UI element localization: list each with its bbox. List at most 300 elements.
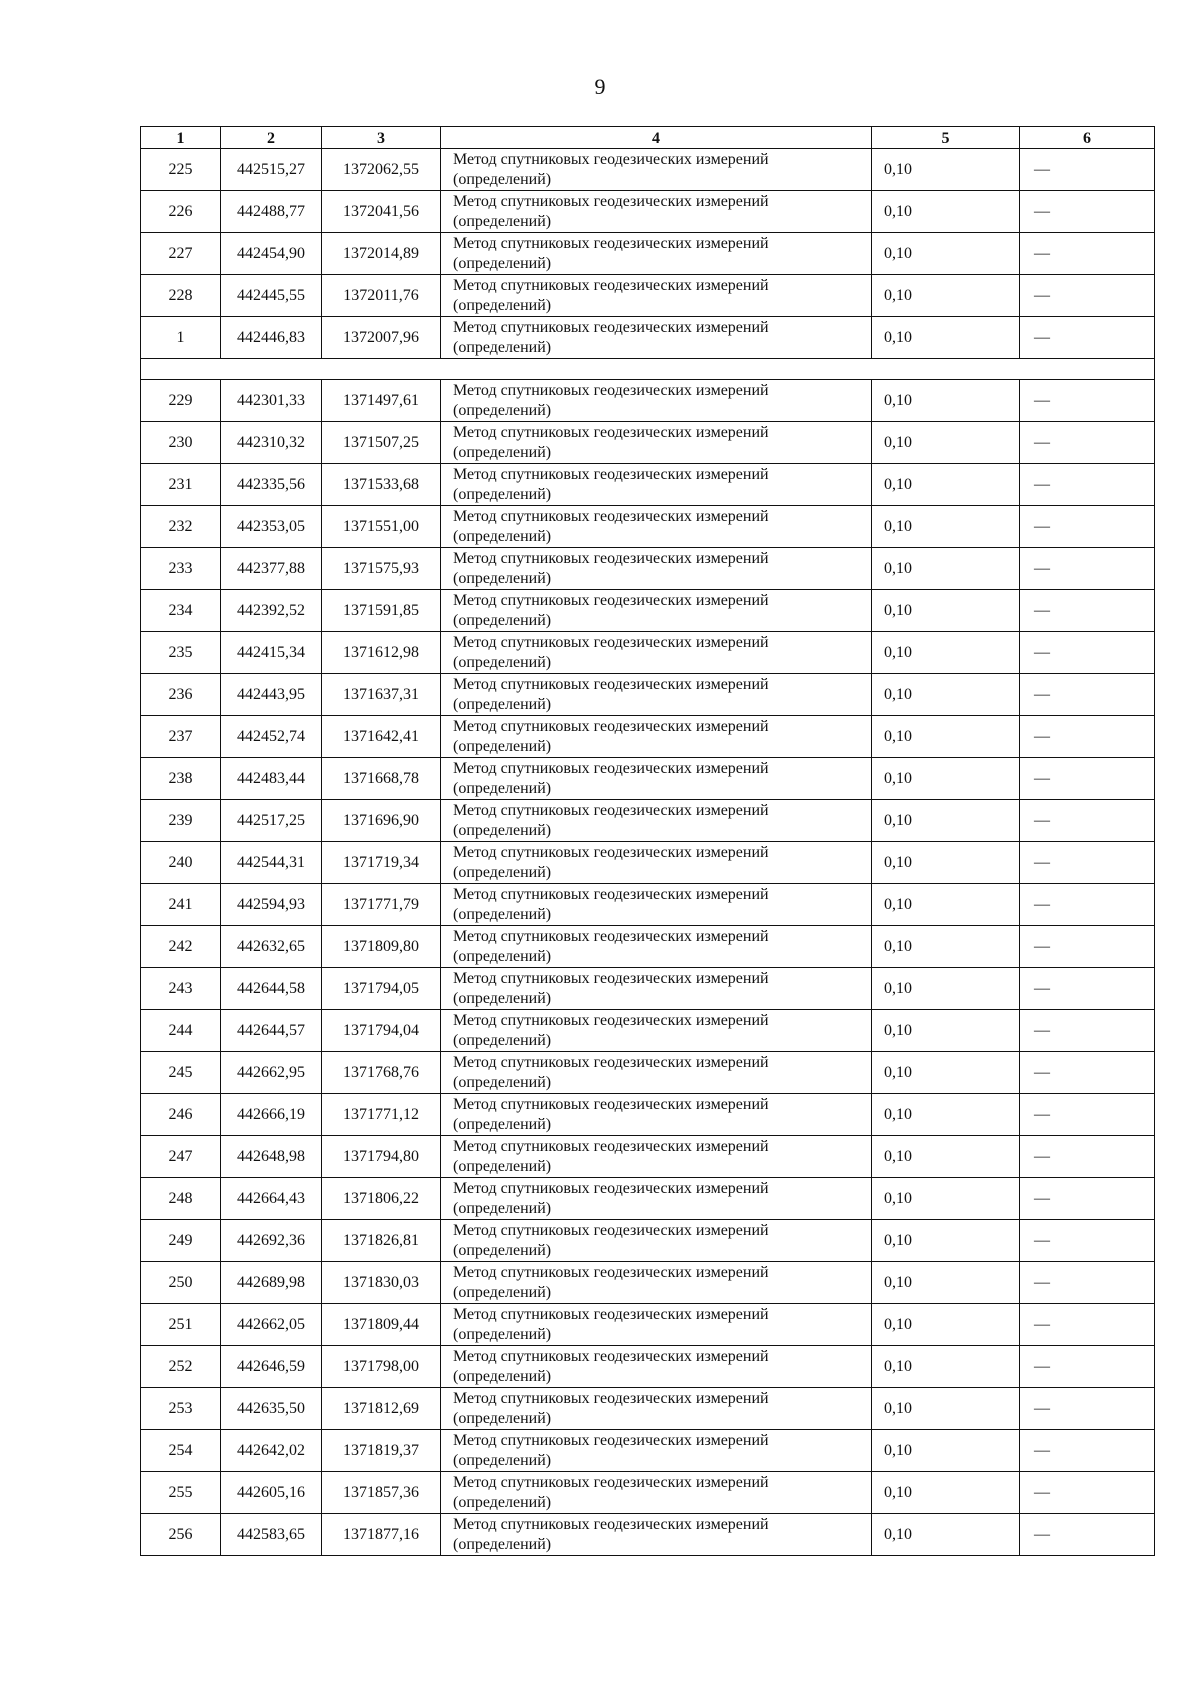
method-text-line2: (определений) (453, 821, 552, 839)
accuracy-cell: 0,10 (872, 1304, 1020, 1346)
method-text-line2: (определений) (453, 254, 552, 272)
coordinate-y-cell: 1371798,00 (322, 1346, 441, 1388)
table-row (141, 1178, 1155, 1220)
coordinate-y-cell: 1371771,12 (322, 1094, 441, 1136)
note-cell: — (1020, 1430, 1155, 1472)
method-cell (441, 1178, 872, 1220)
point-number-cell: 226 (141, 191, 221, 233)
method-text-line1: Метод спутниковых геодезических измерений (453, 1053, 769, 1071)
coordinate-y-cell: 1371642,41 (322, 716, 441, 758)
method-text-line2: (определений) (453, 863, 552, 881)
point-number-cell: 251 (141, 1304, 221, 1346)
method-text-line2: (определений) (453, 695, 552, 713)
group-separator-row (141, 359, 1155, 380)
method-text-line1: Метод спутниковых геодезических измерений (453, 465, 769, 483)
method-text-line1: Метод спутниковых геодезических измерений (453, 549, 769, 567)
note-cell: — (1020, 716, 1155, 758)
method-cell (441, 632, 872, 674)
column-header-2: 2 (221, 127, 322, 149)
note-cell: — (1020, 275, 1155, 317)
method-text-line2: (определений) (453, 401, 552, 419)
coordinate-y-cell: 1371806,22 (322, 1178, 441, 1220)
method-cell (441, 1094, 872, 1136)
note-cell: — (1020, 233, 1155, 275)
method-cell (441, 275, 872, 317)
coordinate-x-cell: 442377,88 (221, 548, 322, 590)
coordinate-y-cell: 1371830,03 (322, 1262, 441, 1304)
method-cell (441, 758, 872, 800)
method-cell (441, 926, 872, 968)
coordinate-x-cell: 442488,77 (221, 191, 322, 233)
table-row (141, 1472, 1155, 1514)
method-cell (441, 149, 872, 191)
method-text-line1: Метод спутниковых геодезических измерений (453, 1179, 769, 1197)
coordinate-y-cell: 1371575,93 (322, 548, 441, 590)
coordinate-x-cell: 442515,27 (221, 149, 322, 191)
note-cell: — (1020, 380, 1155, 422)
coordinate-y-cell: 1372007,96 (322, 317, 441, 359)
method-text-line1: Метод спутниковых геодезических измерений (453, 1263, 769, 1281)
method-text-line1: Метод спутниковых геодезических измерений (453, 318, 769, 336)
accuracy-cell: 0,10 (872, 1220, 1020, 1262)
coordinate-x-cell: 442353,05 (221, 506, 322, 548)
method-cell (441, 1430, 872, 1472)
method-text-line1: Метод спутниковых геодезических измерений (453, 381, 769, 399)
method-text-line2: (определений) (453, 737, 552, 755)
coordinate-y-cell: 1371668,78 (322, 758, 441, 800)
coordinate-y-cell: 1371794,05 (322, 968, 441, 1010)
coordinate-y-cell: 1371612,98 (322, 632, 441, 674)
note-cell: — (1020, 1136, 1155, 1178)
column-header-6: 6 (1020, 127, 1155, 149)
coordinate-x-cell: 442632,65 (221, 926, 322, 968)
point-number-cell: 253 (141, 1388, 221, 1430)
method-text-line1: Метод спутниковых геодезических измерений (453, 633, 769, 651)
method-text-line1: Метод спутниковых геодезических измерений (453, 1221, 769, 1239)
method-text-line1: Метод спутниковых геодезических измерений (453, 1431, 769, 1449)
group-separator-cell (141, 359, 1155, 380)
table-row (141, 422, 1155, 464)
table-row (141, 380, 1155, 422)
note-cell: — (1020, 800, 1155, 842)
method-cell (441, 548, 872, 590)
table-row (141, 1010, 1155, 1052)
table-row (141, 275, 1155, 317)
method-text-line1: Метод спутниковых геодезических измерений (453, 1515, 769, 1533)
note-cell: — (1020, 1052, 1155, 1094)
accuracy-cell: 0,10 (872, 1388, 1020, 1430)
note-cell: — (1020, 191, 1155, 233)
point-number-cell: 232 (141, 506, 221, 548)
method-cell (441, 1514, 872, 1556)
method-text-line1: Метод спутниковых геодезических измерений (453, 423, 769, 441)
coordinate-x-cell: 442646,59 (221, 1346, 322, 1388)
accuracy-cell: 0,10 (872, 758, 1020, 800)
method-text-line1: Метод спутниковых геодезических измерений (453, 717, 769, 735)
accuracy-cell: 0,10 (872, 1346, 1020, 1388)
coordinate-x-cell: 442642,02 (221, 1430, 322, 1472)
method-text-line2: (определений) (453, 611, 552, 629)
accuracy-cell: 0,10 (872, 716, 1020, 758)
accuracy-cell: 0,10 (872, 590, 1020, 632)
accuracy-cell: 0,10 (872, 191, 1020, 233)
table-row (141, 632, 1155, 674)
coordinate-y-cell: 1371533,68 (322, 464, 441, 506)
accuracy-cell: 0,10 (872, 317, 1020, 359)
point-number-cell: 238 (141, 758, 221, 800)
accuracy-cell: 0,10 (872, 1094, 1020, 1136)
note-cell: — (1020, 506, 1155, 548)
coordinate-x-cell: 442689,98 (221, 1262, 322, 1304)
coordinate-y-cell: 1372011,76 (322, 275, 441, 317)
point-number-cell: 240 (141, 842, 221, 884)
method-text-line2: (определений) (453, 1031, 552, 1049)
method-text-line2: (определений) (453, 1451, 552, 1469)
column-header-1: 1 (141, 127, 221, 149)
coordinate-x-cell: 442583,65 (221, 1514, 322, 1556)
table-row (141, 968, 1155, 1010)
method-text-line2: (определений) (453, 1241, 552, 1259)
method-text-line1: Метод спутниковых геодезических измерений (453, 192, 769, 210)
method-text-line2: (определений) (453, 1283, 552, 1301)
point-number-cell: 248 (141, 1178, 221, 1220)
column-header-4: 4 (441, 127, 872, 149)
method-text-line1: Метод спутниковых геодезических измерений (453, 927, 769, 945)
point-number-cell: 255 (141, 1472, 221, 1514)
point-number-cell: 244 (141, 1010, 221, 1052)
point-number-cell: 1 (141, 317, 221, 359)
method-cell (441, 464, 872, 506)
table-row (141, 1304, 1155, 1346)
table-row (141, 1262, 1155, 1304)
table-row (141, 191, 1155, 233)
point-number-cell: 249 (141, 1220, 221, 1262)
accuracy-cell: 0,10 (872, 233, 1020, 275)
method-text-line1: Метод спутниковых геодезических измерений (453, 276, 769, 294)
coordinate-y-cell: 1371591,85 (322, 590, 441, 632)
point-number-cell: 256 (141, 1514, 221, 1556)
method-cell (441, 716, 872, 758)
method-text-line2: (определений) (453, 947, 552, 965)
method-text-line2: (определений) (453, 1115, 552, 1133)
table-row (141, 149, 1155, 191)
method-cell (441, 317, 872, 359)
coordinate-x-cell: 442445,55 (221, 275, 322, 317)
coordinate-x-cell: 442666,19 (221, 1094, 322, 1136)
method-text-line2: (определений) (453, 1157, 552, 1175)
point-number-cell: 230 (141, 422, 221, 464)
accuracy-cell: 0,10 (872, 1178, 1020, 1220)
accuracy-cell: 0,10 (872, 1262, 1020, 1304)
point-number-cell: 227 (141, 233, 221, 275)
column-header-3: 3 (322, 127, 441, 149)
method-text-line2: (определений) (453, 443, 552, 461)
coordinate-x-cell: 442392,52 (221, 590, 322, 632)
method-cell (441, 968, 872, 1010)
table-row (141, 1388, 1155, 1430)
table-row (141, 1514, 1155, 1556)
note-cell: — (1020, 758, 1155, 800)
accuracy-cell: 0,10 (872, 884, 1020, 926)
method-text-line2: (определений) (453, 1367, 552, 1385)
table-row (141, 1136, 1155, 1178)
method-text-line2: (определений) (453, 1073, 552, 1091)
note-cell: — (1020, 632, 1155, 674)
accuracy-cell: 0,10 (872, 1052, 1020, 1094)
coordinate-y-cell: 1371768,76 (322, 1052, 441, 1094)
method-text-line1: Метод спутниковых геодезических измерений (453, 675, 769, 693)
note-cell: — (1020, 1094, 1155, 1136)
coordinate-y-cell: 1371812,69 (322, 1388, 441, 1430)
point-number-cell: 236 (141, 674, 221, 716)
coordinate-x-cell: 442446,83 (221, 317, 322, 359)
note-cell: — (1020, 1388, 1155, 1430)
coordinate-x-cell: 442648,98 (221, 1136, 322, 1178)
accuracy-cell: 0,10 (872, 548, 1020, 590)
method-text-line2: (определений) (453, 1493, 552, 1511)
method-cell (441, 842, 872, 884)
note-cell: — (1020, 149, 1155, 191)
coordinate-y-cell: 1372041,56 (322, 191, 441, 233)
coordinate-x-cell: 442335,56 (221, 464, 322, 506)
note-cell: — (1020, 842, 1155, 884)
table-row (141, 1052, 1155, 1094)
method-cell (441, 422, 872, 464)
coordinate-y-cell: 1371497,61 (322, 380, 441, 422)
method-text-line1: Метод спутниковых геодезических измерений (453, 1473, 769, 1491)
point-number-cell: 228 (141, 275, 221, 317)
coordinate-y-cell: 1371794,80 (322, 1136, 441, 1178)
column-header-5: 5 (872, 127, 1020, 149)
table-row (141, 506, 1155, 548)
method-text-line2: (определений) (453, 1325, 552, 1343)
method-text-line1: Метод спутниковых геодезических измерений (453, 1095, 769, 1113)
method-cell (441, 233, 872, 275)
table-header-row (141, 127, 1155, 149)
method-text-line1: Метод спутниковых геодезических измерений (453, 1011, 769, 1029)
accuracy-cell: 0,10 (872, 1136, 1020, 1178)
note-cell: — (1020, 1010, 1155, 1052)
page-number: 9 (594, 74, 606, 99)
note-cell: — (1020, 1514, 1155, 1556)
coordinate-y-cell: 1371637,31 (322, 674, 441, 716)
method-text-line2: (определений) (453, 296, 552, 314)
method-text-line2: (определений) (453, 1409, 552, 1427)
table-row (141, 317, 1155, 359)
coordinate-y-cell: 1371719,34 (322, 842, 441, 884)
method-text-line2: (определений) (453, 569, 552, 587)
accuracy-cell: 0,10 (872, 842, 1020, 884)
note-cell: — (1020, 548, 1155, 590)
method-text-line2: (определений) (453, 1199, 552, 1217)
method-text-line2: (определений) (453, 653, 552, 671)
method-text-line2: (определений) (453, 1535, 552, 1553)
point-number-cell: 246 (141, 1094, 221, 1136)
note-cell: — (1020, 317, 1155, 359)
coordinate-y-cell: 1371771,79 (322, 884, 441, 926)
note-cell: — (1020, 926, 1155, 968)
table-row (141, 716, 1155, 758)
coordinate-y-cell: 1371794,04 (322, 1010, 441, 1052)
coordinate-y-cell: 1371877,16 (322, 1514, 441, 1556)
coordinate-x-cell: 442662,95 (221, 1052, 322, 1094)
table-row (141, 926, 1155, 968)
method-text-line1: Метод спутниковых геодезических измерений (453, 843, 769, 861)
note-cell: — (1020, 1178, 1155, 1220)
coordinate-x-cell: 442517,25 (221, 800, 322, 842)
method-text-line2: (определений) (453, 905, 552, 923)
method-cell (441, 506, 872, 548)
coordinate-x-cell: 442644,58 (221, 968, 322, 1010)
method-text-line2: (определений) (453, 170, 552, 188)
method-text-line1: Метод спутниковых геодезических измерений (453, 591, 769, 609)
table-body (141, 149, 1155, 1556)
point-number-cell: 254 (141, 1430, 221, 1472)
table-row (141, 842, 1155, 884)
coordinate-x-cell: 442483,44 (221, 758, 322, 800)
method-cell (441, 1388, 872, 1430)
method-text-line2: (определений) (453, 485, 552, 503)
point-number-cell: 245 (141, 1052, 221, 1094)
accuracy-cell: 0,10 (872, 926, 1020, 968)
coordinate-x-cell: 442664,43 (221, 1178, 322, 1220)
method-cell (441, 800, 872, 842)
accuracy-cell: 0,10 (872, 632, 1020, 674)
point-number-cell: 225 (141, 149, 221, 191)
coordinate-x-cell: 442443,95 (221, 674, 322, 716)
table-row (141, 758, 1155, 800)
accuracy-cell: 0,10 (872, 422, 1020, 464)
point-number-cell: 247 (141, 1136, 221, 1178)
coordinate-y-cell: 1372062,55 (322, 149, 441, 191)
point-number-cell: 250 (141, 1262, 221, 1304)
method-text-line1: Метод спутниковых геодезических измерений (453, 801, 769, 819)
accuracy-cell: 0,10 (872, 149, 1020, 191)
point-number-cell: 252 (141, 1346, 221, 1388)
table-row (141, 884, 1155, 926)
table-row (141, 464, 1155, 506)
accuracy-cell: 0,10 (872, 800, 1020, 842)
accuracy-cell: 0,10 (872, 968, 1020, 1010)
method-cell (441, 1052, 872, 1094)
table-row (141, 1430, 1155, 1472)
point-number-cell: 237 (141, 716, 221, 758)
coordinate-y-cell: 1371819,37 (322, 1430, 441, 1472)
accuracy-cell: 0,10 (872, 464, 1020, 506)
method-cell (441, 1346, 872, 1388)
coordinate-y-cell: 1372014,89 (322, 233, 441, 275)
method-text-line1: Метод спутниковых геодезических измерений (453, 234, 769, 252)
coordinate-x-cell: 442544,31 (221, 842, 322, 884)
coordinate-x-cell: 442594,93 (221, 884, 322, 926)
point-number-cell: 229 (141, 380, 221, 422)
coordinate-y-cell: 1371507,25 (322, 422, 441, 464)
table-row (141, 1346, 1155, 1388)
accuracy-cell: 0,10 (872, 275, 1020, 317)
coordinate-x-cell: 442605,16 (221, 1472, 322, 1514)
method-cell (441, 191, 872, 233)
coordinate-x-cell: 442452,74 (221, 716, 322, 758)
method-cell (441, 674, 872, 716)
method-text-line1: Метод спутниковых геодезических измерений (453, 1389, 769, 1407)
coordinate-x-cell: 442310,32 (221, 422, 322, 464)
note-cell: — (1020, 968, 1155, 1010)
coordinate-x-cell: 442692,36 (221, 1220, 322, 1262)
method-text-line1: Метод спутниковых геодезических измерений (453, 150, 769, 168)
method-cell (441, 1010, 872, 1052)
method-text-line2: (определений) (453, 527, 552, 545)
accuracy-cell: 0,10 (872, 674, 1020, 716)
method-text-line2: (определений) (453, 779, 552, 797)
method-text-line2: (определений) (453, 212, 552, 230)
note-cell: — (1020, 1346, 1155, 1388)
table-row (141, 590, 1155, 632)
table-row (141, 1094, 1155, 1136)
method-text-line2: (определений) (453, 338, 552, 356)
coordinate-x-cell: 442454,90 (221, 233, 322, 275)
table-row (141, 233, 1155, 275)
note-cell: — (1020, 590, 1155, 632)
accuracy-cell: 0,10 (872, 1472, 1020, 1514)
method-text-line1: Метод спутниковых геодезических измерений (453, 507, 769, 525)
coordinate-y-cell: 1371696,90 (322, 800, 441, 842)
method-text-line1: Метод спутниковых геодезических измерений (453, 969, 769, 987)
accuracy-cell: 0,10 (872, 1514, 1020, 1556)
point-number-cell: 241 (141, 884, 221, 926)
table-row (141, 548, 1155, 590)
accuracy-cell: 0,10 (872, 1010, 1020, 1052)
method-cell (441, 1304, 872, 1346)
method-cell (441, 590, 872, 632)
method-cell (441, 1262, 872, 1304)
method-cell (441, 1136, 872, 1178)
note-cell: — (1020, 1472, 1155, 1514)
coordinate-x-cell: 442415,34 (221, 632, 322, 674)
method-text-line1: Метод спутниковых геодезических измерений (453, 1305, 769, 1323)
point-number-cell: 235 (141, 632, 221, 674)
coordinate-x-cell: 442301,33 (221, 380, 322, 422)
coordinate-y-cell: 1371551,00 (322, 506, 441, 548)
method-cell (441, 1472, 872, 1514)
method-text-line1: Метод спутниковых геодезических измерений (453, 759, 769, 777)
accuracy-cell: 0,10 (872, 380, 1020, 422)
coordinate-x-cell: 442662,05 (221, 1304, 322, 1346)
note-cell: — (1020, 1304, 1155, 1346)
table-row (141, 1220, 1155, 1262)
point-number-cell: 231 (141, 464, 221, 506)
method-cell (441, 380, 872, 422)
point-number-cell: 239 (141, 800, 221, 842)
method-text-line1: Метод спутниковых геодезических измерений (453, 885, 769, 903)
method-cell (441, 1220, 872, 1262)
point-number-cell: 233 (141, 548, 221, 590)
point-number-cell: 243 (141, 968, 221, 1010)
table-row (141, 800, 1155, 842)
point-number-cell: 242 (141, 926, 221, 968)
coordinate-y-cell: 1371809,80 (322, 926, 441, 968)
coordinates-table (140, 126, 1155, 1556)
coordinate-y-cell: 1371857,36 (322, 1472, 441, 1514)
method-cell (441, 884, 872, 926)
method-text-line1: Метод спутниковых геодезических измерений (453, 1347, 769, 1365)
accuracy-cell: 0,10 (872, 506, 1020, 548)
accuracy-cell: 0,10 (872, 1430, 1020, 1472)
note-cell: — (1020, 884, 1155, 926)
table-row (141, 674, 1155, 716)
note-cell: — (1020, 422, 1155, 464)
coordinate-x-cell: 442635,50 (221, 1388, 322, 1430)
note-cell: — (1020, 674, 1155, 716)
